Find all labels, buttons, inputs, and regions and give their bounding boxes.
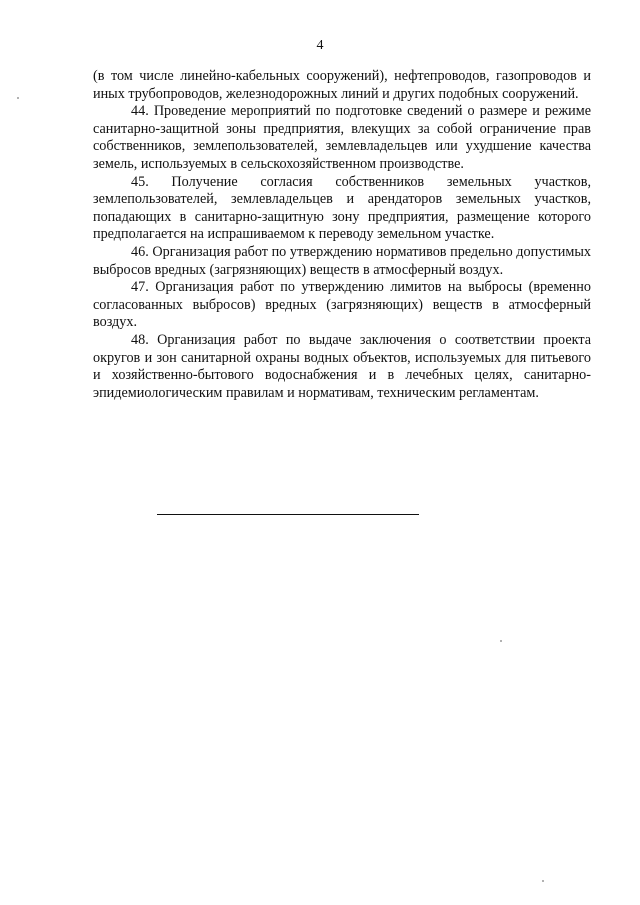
document-body bbox=[93, 68, 591, 402]
page-number: 4 bbox=[316, 38, 324, 53]
end-of-document-rule bbox=[157, 514, 419, 515]
paragraph-item-47: 47. Организация работ по утверждению лимитов на выбросы (временно согласованных выбросов) вредных (загрязняющих) веществ в атмосферный воздух. bbox=[93, 279, 591, 331]
paragraph-continuation: (в том числе линейно-кабельных сооружений), нефтепроводов, газопроводов и иных трубопроводов, железнодорожных линий и других подобных сооружений. bbox=[93, 68, 591, 102]
scan-speck bbox=[500, 640, 502, 642]
paragraph-item-44: 44. Проведение мероприятий по подготовке сведений о размере и режиме санитарно-защитной зоны предприятия, влекущих за собой ограничение прав собственников, землепользователей, землевладельцев или ухудшение качества земель, используемых в сельскохозяйственном производстве. bbox=[93, 103, 591, 172]
scan-speck bbox=[542, 880, 544, 882]
scan-speck bbox=[17, 97, 19, 99]
paragraph-item-48: 48. Организация работ по выдаче заключения о соответствии проекта округов и зон санитарной охраны водных объектов, используемых для питьевого и хозяйственно-бытового водоснабжения и в лечебных целях, санитарно-эпидемиологическим правилам и нормативам, техническим регламентам. bbox=[93, 331, 591, 401]
paragraph-item-45: 45. Получение согласия собственников земельных участков, землепользователей, землевладельцев и арендаторов земельных участков, попадающих в санитарно-защитную зону предприятия, размещение которого предполагается на испрашиваемом к переводу земельном участке. bbox=[93, 173, 591, 243]
paragraph-item-46: 46. Организация работ по утверждению нормативов предельно допустимых выбросов вредных (загрязняющих) веществ в атмосферный воздух. bbox=[93, 243, 591, 278]
